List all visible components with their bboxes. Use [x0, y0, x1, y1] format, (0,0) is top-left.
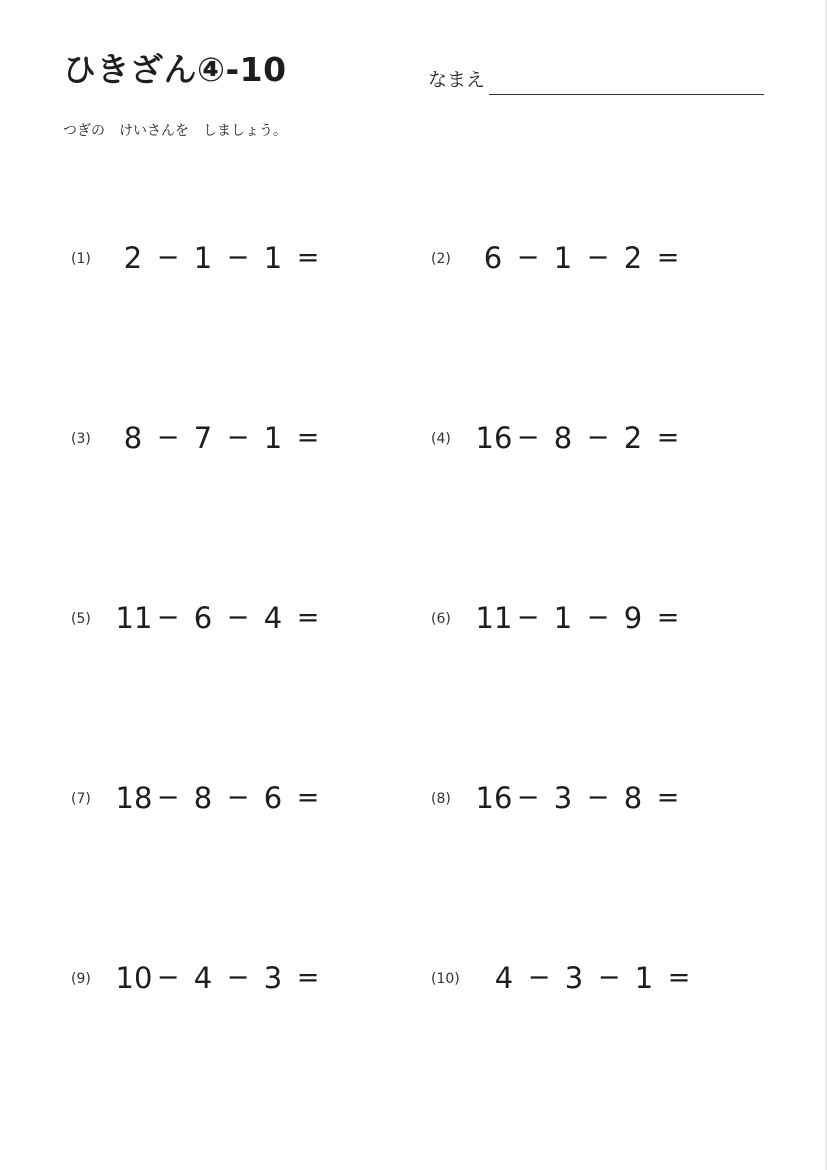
equals-sign: =	[296, 242, 320, 273]
minus-sign: −	[586, 242, 610, 273]
operand-c: 9	[623, 601, 643, 635]
problem-9	[71, 958, 401, 998]
operand-c: 1	[634, 961, 654, 995]
operand-a: 11	[115, 601, 153, 635]
problem-1	[71, 238, 401, 278]
operand-b: 3	[553, 781, 573, 815]
equals-sign: =	[656, 422, 680, 453]
operand-c: 2	[623, 421, 643, 455]
operand-b: 7	[193, 421, 213, 455]
equals-sign: =	[667, 962, 691, 993]
operand-b: 4	[193, 961, 213, 995]
equals-sign: =	[296, 782, 320, 813]
minus-sign: −	[586, 602, 610, 633]
problem-10	[431, 958, 761, 998]
problem-number: (7)	[71, 791, 91, 807]
problem-number: (6)	[431, 611, 451, 627]
operand-c: 2	[623, 241, 643, 275]
minus-sign: −	[527, 962, 551, 993]
operand-a: 11	[475, 601, 513, 635]
problem-number: (10)	[431, 971, 460, 987]
minus-sign: −	[226, 602, 250, 633]
problem-number: (1)	[71, 251, 91, 267]
equals-sign: =	[296, 422, 320, 453]
problem-6	[431, 598, 761, 638]
name-write-line[interactable]	[489, 94, 764, 95]
problem-5	[71, 598, 401, 638]
operand-c: 1	[263, 241, 283, 275]
minus-sign: −	[156, 782, 180, 813]
minus-sign: −	[516, 242, 540, 273]
worksheet-title: ひきざん④-10	[63, 50, 287, 89]
minus-sign: −	[156, 962, 180, 993]
minus-sign: −	[586, 782, 610, 813]
problem-4	[431, 418, 761, 458]
equals-sign: =	[656, 242, 680, 273]
minus-sign: −	[597, 962, 621, 993]
equals-sign: =	[656, 782, 680, 813]
minus-sign: −	[156, 602, 180, 633]
operand-a: 4	[494, 961, 514, 995]
minus-sign: −	[516, 782, 540, 813]
problem-number: (3)	[71, 431, 91, 447]
problem-number: (2)	[431, 251, 451, 267]
operand-b: 8	[193, 781, 213, 815]
operand-b: 6	[193, 601, 213, 635]
operand-a: 10	[115, 961, 153, 995]
operand-a: 8	[123, 421, 143, 455]
problem-3	[71, 418, 401, 458]
operand-c: 3	[263, 961, 283, 995]
equals-sign: =	[296, 602, 320, 633]
problem-8	[431, 778, 761, 818]
operand-a: 16	[475, 421, 513, 455]
problem-number: (5)	[71, 611, 91, 627]
operand-b: 1	[553, 241, 573, 275]
problem-number: (8)	[431, 791, 451, 807]
operand-b: 8	[553, 421, 573, 455]
problem-number: (4)	[431, 431, 451, 447]
name-label: なまえ	[428, 69, 486, 91]
operand-a: 6	[483, 241, 503, 275]
minus-sign: −	[586, 422, 610, 453]
name-field	[428, 66, 764, 96]
equals-sign: =	[296, 962, 320, 993]
equals-sign: =	[656, 602, 680, 633]
operand-b: 1	[553, 601, 573, 635]
operand-a: 2	[123, 241, 143, 275]
minus-sign: −	[226, 242, 250, 273]
problem-number: (9)	[71, 971, 91, 987]
minus-sign: −	[516, 602, 540, 633]
minus-sign: −	[156, 422, 180, 453]
minus-sign: −	[226, 782, 250, 813]
operand-c: 4	[263, 601, 283, 635]
operand-b: 1	[193, 241, 213, 275]
problem-7	[71, 778, 401, 818]
minus-sign: −	[226, 962, 250, 993]
operand-a: 16	[475, 781, 513, 815]
operand-c: 8	[623, 781, 643, 815]
operand-c: 6	[263, 781, 283, 815]
minus-sign: −	[226, 422, 250, 453]
minus-sign: −	[156, 242, 180, 273]
operand-c: 1	[263, 421, 283, 455]
operand-b: 3	[564, 961, 584, 995]
minus-sign: −	[516, 422, 540, 453]
operand-a: 18	[115, 781, 153, 815]
problem-2	[431, 238, 761, 278]
instruction-text: つぎの けいさんを しましょう。	[63, 123, 287, 139]
